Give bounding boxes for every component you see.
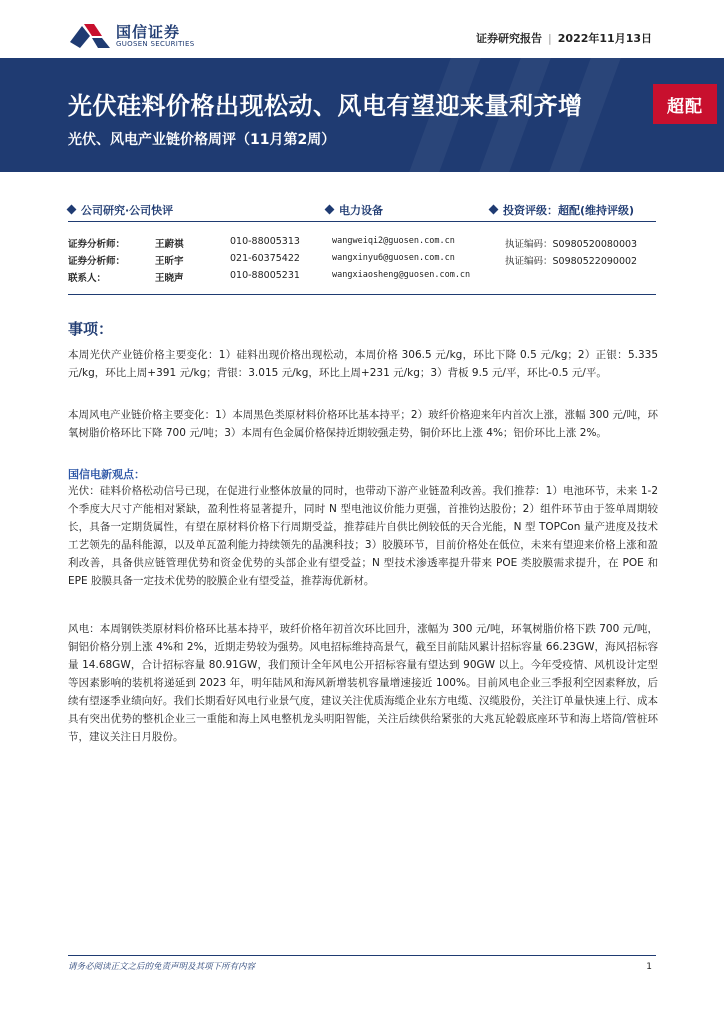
divider [68,294,656,295]
guosen-logo-icon [68,20,112,50]
view-heading: 国信电新观点： [68,468,145,481]
research-type-label: 公司研究·公司快评 [81,204,174,217]
pv-price-paragraph: 本周光伏产业链价格主要变化：1）硅料出现价格出现松动，本周价格 306.5 元/kg，环比下降 0.5 元/kg；2）正银：5.335 元/kg，环比上周+391 元/kg；背银：3.015 元/kg，环比上周+231 元/kg；3）背板 9.5 元/平，环比-0.5 元/平。 [68,349,658,379]
wind-price-paragraph: 本周风电产业链价格主要变化：1）本周黑色类原材料价格环比基本持平；2）玻纤价格迎来年内首次上涨，涨幅 300 元/吨，环氧树脂价格环比下降 700 元/吨；3）本周有色金属价格保持近期较强走势，铜价环比上涨 4%；铝价环比上涨 2%。 [68,409,658,439]
pv-view-paragraph: 光伏：硅料价格松动信号已现，在促进行业整体放量的同时，也带动下游产业链盈利改善。我们推荐：1）电池环节，未来 1-2 个季度大尺寸产能相对紧缺，盈利性将显著提升，同时 N 型电池议价能力更强，首推钧达股份；2）组件环节由于签单周期较长，具备一定期货属性，有望在原材料价格下行周期受益，推荐硅片自供比例较低的天合光能，N 型 TOPCon 量产进度及技术工艺领先的晶科能源，以及单瓦盈利能力持续领先的晶澳科技；3）胶膜环节，目前价格处在低位，未来有望迎来价格上涨和盈利改善，具备供应链管理优势和资金优势的头部企业有望受益；N 型技术渗透率提升带来 POE 类胶膜需求提升，在 POE 和 EPE 胶膜具备一定技术优势的胶膜企业有望受益，推荐海优新材。 [68,485,658,587]
industry-label: 电力设备 [339,204,383,217]
page-number: 1 [646,962,652,972]
report-title: 光伏硅料价格出现松动、风电有望迎来量利齐增 [68,92,583,120]
report-date: 2022年11月13日 [557,32,652,45]
analyst-cert: 执证编码：S0980520080003 [505,239,638,250]
investment-rating [490,202,634,218]
title-banner [0,58,724,172]
investment-rating-label: 投资评级：超配(维持评级) [503,204,635,217]
analyst-name: 王昕宇 [155,256,184,267]
diamond-icon [67,205,77,215]
analyst-role: 证券分析师： [68,256,126,267]
research-type [68,202,173,218]
analyst-row [68,236,668,252]
divider [68,221,656,222]
wind-view-paragraph: 风电：本周钢铁类原材料价格环比基本持平，玻纤价格年初首次环比回升，涨幅为 300 元/吨，环氧树脂价格下跌 700 元/吨，铜铝价格分别上涨 4%和 2%，近期走势较为强势。风电招标维持高景气，截至目前陆风累计招标容量 66.23GW，海风招标容量 14.68GW，合计招标容量 80.91GW，我们预计全年风电公开招标容量有望达到 90GW 以上。今年受疫情、风机设计定型等因素影响的装机将递延到 2023 年，明年陆风和海风新增装机容量增速接近 100%。目前风电企业三季报利空因素释放，后续有望逐季业绩向好。我们长期看好风电行业景气度，建议关注优质海缆企业东方电缆、汉缆股份，关注订单量快速上行、成本具有突出优势的整机企业三一重能和海上风电整机龙头明阳智能，关注后续供给紧张的大兆瓦轮毂底座环节和海上塔筒/管桩环节，建议关注日月股份。 [68,623,658,743]
analyst-phone: 010-88005313 [230,236,300,247]
rating-badge: 超配 [653,84,717,124]
logo-text-cn: 国信证券 [116,23,181,41]
analyst-row [68,253,668,269]
analyst-email[interactable]: wangxinyu6@guosen.com.cn [332,253,455,263]
section-title: 事项： [68,320,114,338]
analyst-name: 王蔚祺 [155,239,184,250]
meta-separator: | [548,32,552,45]
analyst-email[interactable]: wangxiaosheng@guosen.com.cn [332,270,471,280]
analyst-row [68,270,668,286]
footer-divider [68,955,656,956]
analyst-name: 王晓声 [155,273,184,284]
report-subtitle: 光伏、风电产业链价格周评（11月第2周） [68,132,336,148]
company-logo [68,20,208,50]
analyst-email[interactable]: wangweiqi2@guosen.com.cn [332,236,455,246]
footer-disclaimer: 请务必阅读正文之后的免责声明及其项下所有内容 [68,962,256,972]
analyst-role: 证券分析师： [68,239,126,250]
logo-text-en: GUOSEN SECURITIES [116,40,195,48]
industry [326,202,383,218]
diamond-icon [489,205,499,215]
analyst-phone: 021-60375422 [230,253,300,264]
analyst-cert: 执证编码：S0980522090002 [505,256,638,267]
analyst-role: 联系人： [68,273,107,284]
analyst-phone: 010-88005231 [230,270,300,281]
report-type: 证券研究报告 [476,32,543,45]
report-meta [476,30,652,46]
diamond-icon [325,205,335,215]
